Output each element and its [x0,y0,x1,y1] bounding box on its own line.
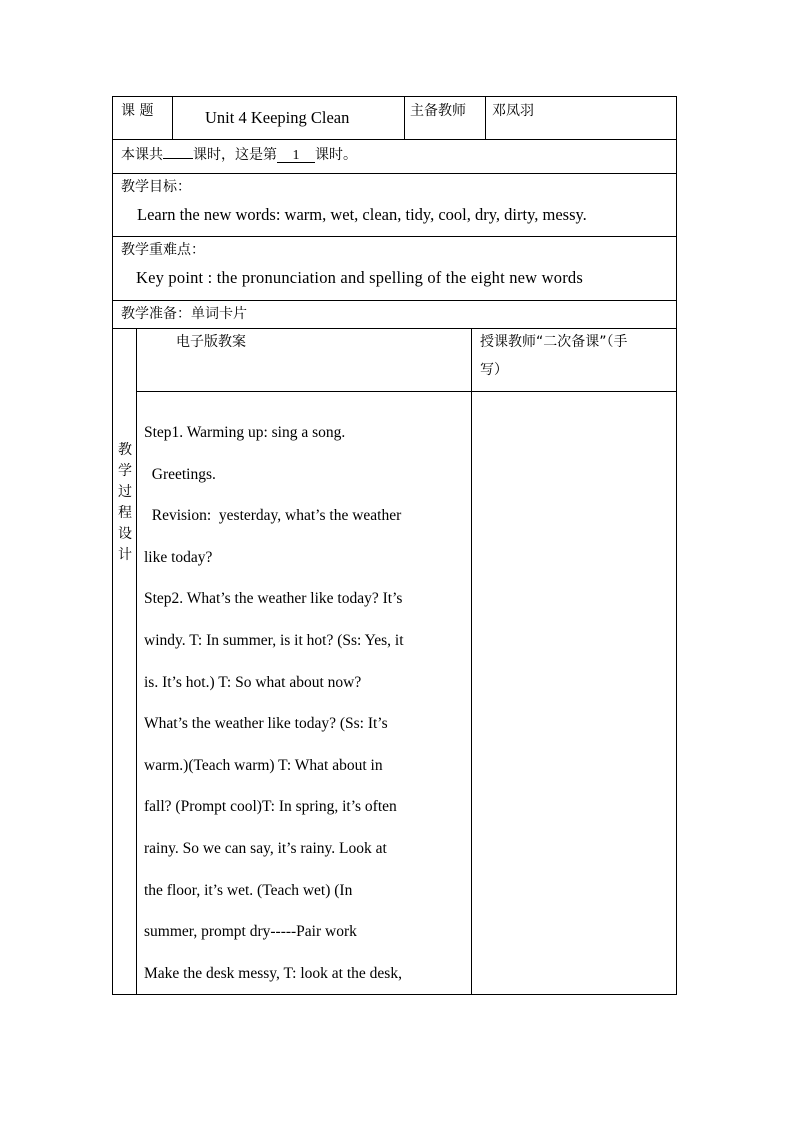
step-line: Make the desk messy, T: look at the desk, [144,964,402,982]
key-points-label: 教学重难点： [121,242,205,258]
col-divider [172,97,173,139]
step-line: summer, prompt dry-----Pair work [144,923,357,941]
step-line: Step1. Warming up: sing a song. [144,424,346,441]
key-points-text: Key point : the pronunciation and spelling of the eight new words [136,268,583,287]
lesson-count-prefix: 本课共 [121,147,163,163]
preparation-text: 教学准备：单词卡片 [121,306,247,322]
process-side-label [113,440,137,566]
row-divider [113,236,676,237]
objectives-text: Learn the new words: warm, wet, clean, tidy, cool, dry, dirty, messy. [137,205,587,224]
side-char: 教 [118,442,132,458]
row-divider [113,328,676,329]
side-char: 程 [118,505,132,521]
step-line: Revision: yesterday, what’s the weather [144,507,402,525]
col-divider [404,97,405,139]
row-divider [137,391,676,392]
row-divider [113,139,676,140]
side-char: 学 [118,463,132,479]
lesson-plan-table [112,96,677,995]
row-divider [113,173,676,174]
step-line: What’s the weather like today? (Ss: It’s [144,715,388,733]
col-divider [485,97,486,139]
side-char: 设 [118,526,132,542]
step-line: like today? [144,548,213,566]
step-line: the floor, it’s wet. (Teach wet) (In [144,881,353,899]
side-char: 过 [118,484,132,500]
teacher-value: 邓凤羽 [492,103,534,119]
step-line: warm.)(Teach warm) T: What about in [144,756,383,774]
step-line: Greetings. [144,465,216,483]
topic-value: Unit 4 Keeping Clean [205,108,350,127]
lesson-count-middle: 课时，这是第 [193,147,277,163]
electronic-plan-header: 电子版教案 [176,334,246,350]
col-divider [471,328,472,994]
side-char: 计 [118,547,132,563]
step-line: fall? (Prompt cool)T: In spring, it’s often [144,798,397,816]
step-line: Step2. What’s the weather like today? It’s [144,590,403,608]
lesson-count-line [121,144,357,164]
row-divider [113,300,676,301]
total-lessons-blank [163,144,193,159]
teaching-steps [144,412,469,994]
topic-label: 课 题 [121,103,154,119]
handwritten-notes-header-line1: 授课教师“二次备课”（手 [480,334,628,350]
teacher-label: 主备教师 [410,103,466,119]
objectives-label: 教学目标： [121,179,191,195]
col-divider [136,328,137,994]
step-line: is. It’s hot.) T: So what about now? [144,673,362,691]
handwritten-notes-header-line2: 写） [480,362,508,378]
step-line: rainy. So we can say, it’s rainy. Look at [144,839,387,857]
lesson-number: 1 [292,148,300,163]
lesson-number-field [277,148,315,163]
step-line: windy. T: In summer, is it hot? (Ss: Yes, it [144,631,404,649]
lesson-count-suffix: 课时。 [315,147,357,163]
